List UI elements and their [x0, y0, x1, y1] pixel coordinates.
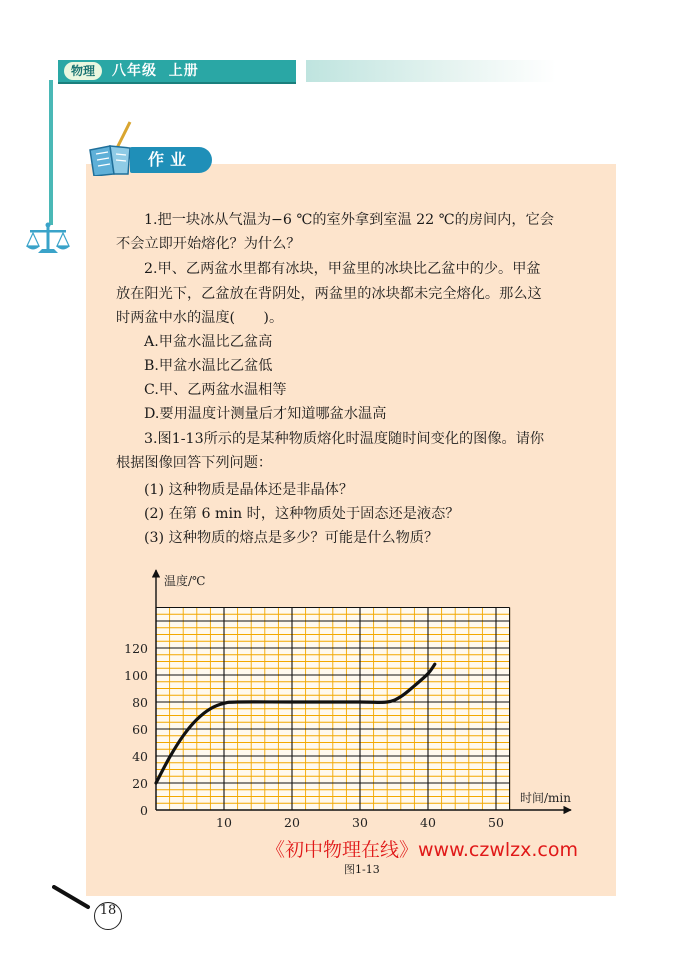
option-c: C.甲、乙两盆水温相等: [144, 382, 287, 398]
grade-label: 八年级 上册: [112, 63, 199, 79]
y-tick-label: 120: [124, 641, 148, 656]
question-1-line-2: 不会立即开始熔化？为什么？: [116, 236, 301, 252]
subject-badge: 物理: [64, 62, 102, 80]
figure-caption: 图1-13: [344, 863, 380, 876]
header-fade-bar: [306, 60, 556, 82]
question-3-line-1: 3.图1-13所示的是某种物质熔化时温度随时间变化的图像。请你: [144, 431, 545, 447]
y-tick-label: 60: [132, 722, 148, 737]
sub-question-1: (1) 这种物质是晶体还是非晶体？: [144, 482, 354, 498]
x-tick-label: 30: [352, 815, 368, 830]
option-d: D.要用温度计测量后才知道哪盆水温高: [144, 406, 387, 422]
question-2-line-2: 放在阳光下，乙盆放在背阴处，两盆里的冰块都未完全熔化。那么这: [116, 286, 542, 302]
x-axis-title: 时间/min: [520, 791, 571, 805]
balance-scale-icon: [26, 222, 70, 260]
x-tick-label: 20: [284, 815, 300, 830]
question-2-line-1: 2.甲、乙两盆水里都有冰块，甲盆里的冰块比乙盆中的少。甲盆: [144, 261, 541, 277]
y-axis-title: 温度/℃: [164, 574, 206, 588]
page-number: 18: [94, 902, 122, 930]
melting-curve-chart: [110, 558, 590, 836]
sub-question-2: (2) 在第 6 min 时，这种物质处于固态还是液态？: [144, 506, 460, 522]
question-3-line-2: 根据图像回答下列问题：: [116, 455, 273, 471]
option-b: B.甲盆水温比乙盆低: [144, 358, 273, 374]
question-1-line-1: 1.把一块冰从气温为−6 ℃的室外拿到室温 22 ℃的房间内，它会: [144, 212, 554, 228]
y-tick-label: 20: [132, 776, 148, 791]
x-tick-label: 10: [216, 815, 232, 830]
section-title: 作业: [130, 147, 212, 173]
watermark: 《初中物理在线》www.czwlzx.com: [266, 839, 578, 861]
x-tick-label: 50: [488, 815, 504, 830]
x-tick-label: 40: [420, 815, 436, 830]
y-tick-label: 0: [140, 803, 148, 818]
magnifier-icon: [52, 885, 100, 915]
header-underline: [58, 82, 296, 84]
y-tick-label: 100: [124, 668, 148, 683]
sub-question-3: (3) 这种物质的熔点是多少？可能是什么物质？: [144, 530, 439, 546]
option-a: A.甲盆水温比乙盆高: [144, 334, 273, 350]
margin-rule: [49, 80, 53, 225]
y-tick-label: 80: [132, 695, 148, 710]
y-tick-label: 40: [132, 749, 148, 764]
question-2-line-3: 时两盆中水的温度( )。: [116, 310, 284, 326]
